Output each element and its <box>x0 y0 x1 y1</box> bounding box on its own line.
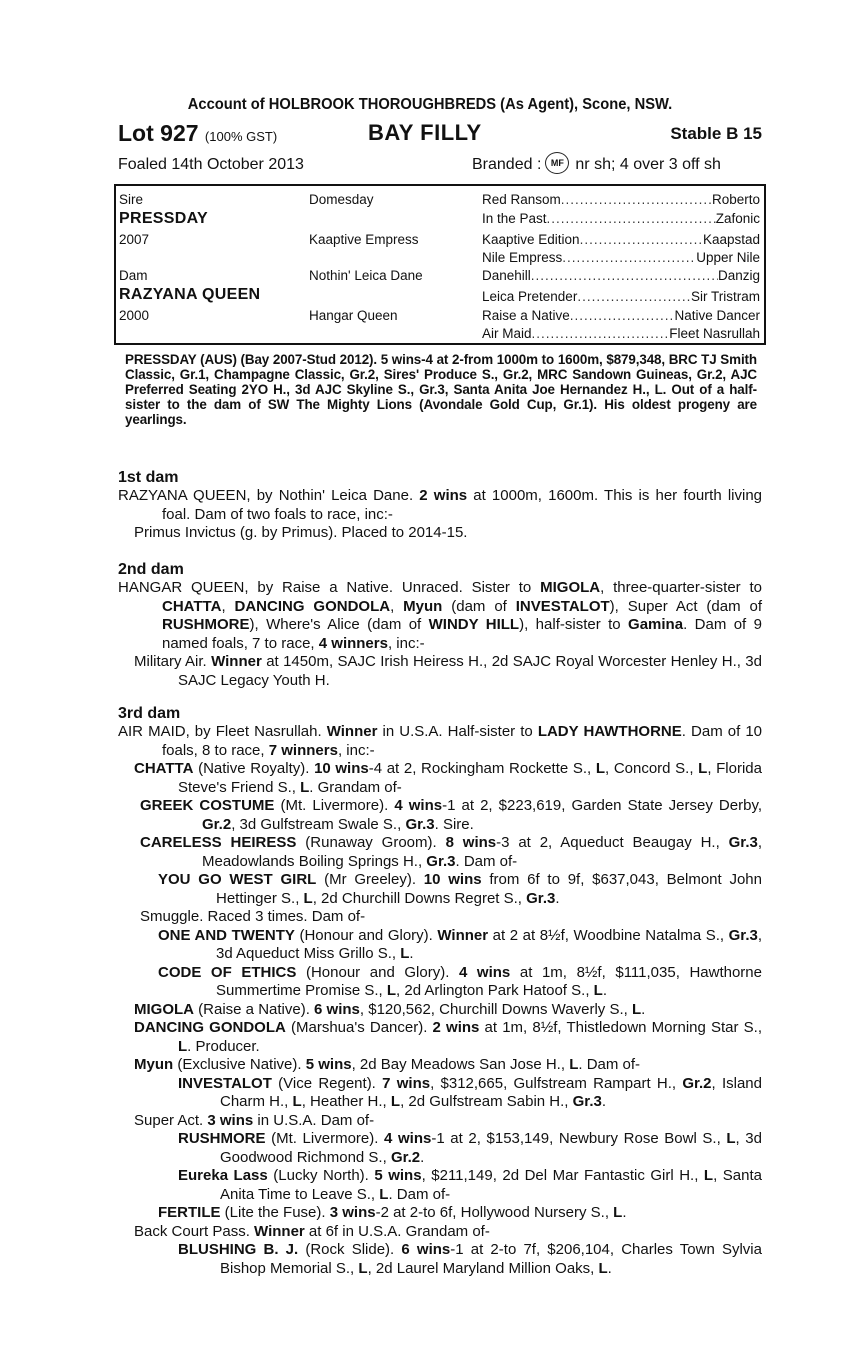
text-run: (Lite the Fuse). <box>220 1204 330 1221</box>
pedigree-paragraph <box>118 760 762 797</box>
pedigree-paragraph <box>118 723 762 760</box>
text-run: . Producer. <box>187 1037 260 1055</box>
stable-location: Stable B 15 <box>670 124 762 143</box>
horse-description: BAY FILLY <box>368 120 482 145</box>
leader-dots <box>570 308 675 323</box>
text-run: , Heather H., <box>301 1093 391 1110</box>
text-run: RAZYANA QUEEN, by Nothin' Leica Dane. <box>118 487 420 504</box>
text-run: AIR MAID, by Fleet Nasrullah. <box>118 723 327 740</box>
text-run: (dam of <box>442 597 516 615</box>
bold-run: 10 wins <box>423 871 482 888</box>
bold-run: Gr.3 <box>572 1093 602 1110</box>
pedigree-paragraph <box>118 908 762 927</box>
sire-label: Sire <box>119 192 144 207</box>
g3-name: Leica Pretender <box>482 289 578 304</box>
pedigree-paragraph <box>118 1204 762 1223</box>
bold-run: Gr.3 <box>526 889 556 907</box>
pedigree-paragraph <box>118 927 762 964</box>
text-run: . <box>555 889 560 907</box>
pedigree-paragraph <box>118 579 762 653</box>
bold-run: 6 wins <box>401 1241 451 1258</box>
pedigree-table <box>114 184 766 345</box>
g3-row <box>482 308 760 323</box>
text-run: at 6f in U.S.A. Grandam of- <box>304 1222 490 1240</box>
bold-run: Winner <box>437 926 489 944</box>
g3-name: Danehill <box>482 268 531 283</box>
text-run: (Exclusive Native). <box>173 1056 306 1073</box>
text-run: , inc:- <box>387 634 425 652</box>
bold-run: L <box>300 778 310 796</box>
text-run: . Dam of- <box>455 852 518 870</box>
bold-run: Gr.2 <box>202 815 232 833</box>
g3-row <box>482 192 760 207</box>
third-dam-section <box>118 704 762 1278</box>
bold-run: Winner <box>211 653 262 670</box>
bold-run: DANCING GONDOLA <box>134 1019 286 1036</box>
pedigree-paragraph <box>118 1019 762 1056</box>
bold-run: 2 wins <box>432 1019 480 1036</box>
bold-run: YOU GO WEST GIRL <box>158 871 317 888</box>
text-run: Smuggle. Raced 3 times. Dam of- <box>140 908 366 925</box>
text-run: ), Super Act (dam of <box>609 597 763 615</box>
text-run: HANGAR QUEEN, by Raise a Native. Unraced. Sister to <box>118 579 541 596</box>
bold-run: 5 wins <box>305 1056 352 1073</box>
text-run: , 2d Gulfstream Sabin H., <box>400 1093 573 1110</box>
bold-run: Myun <box>403 597 443 615</box>
bold-run: INVESTALOT <box>515 597 610 615</box>
text-run: ), Where's Alice (dam of <box>249 616 429 633</box>
foaled-date: Foaled 14th October 2013 <box>118 156 304 173</box>
leader-dots <box>561 192 712 207</box>
lot-header <box>118 120 762 150</box>
bold-run: 4 wins <box>394 797 443 814</box>
bold-run: Myun <box>134 1056 174 1073</box>
g2-sire-dam: Kaaptive Empress <box>309 232 419 247</box>
bold-run: L <box>698 760 708 777</box>
second-dam-body <box>118 579 762 690</box>
bold-run: INVESTALOT <box>178 1074 272 1092</box>
pedigree-paragraph <box>118 524 762 543</box>
pedigree-paragraph <box>118 964 762 1001</box>
bold-run: 8 wins <box>445 834 497 851</box>
g2-dam-sire: Nothin' Leica Dane <box>309 268 423 283</box>
g3-row <box>482 289 760 304</box>
text-run: . <box>602 982 607 999</box>
text-run: at 2 at 8½f, Woodbine Natalma S., <box>488 926 729 944</box>
g2-sire-sire: Domesday <box>309 192 374 207</box>
text-run: , inc:- <box>337 741 375 759</box>
brand-description: nr sh; 4 over 3 off sh <box>575 156 721 174</box>
third-dam-body <box>118 723 762 1278</box>
bold-run: 3 wins <box>329 1204 376 1221</box>
text-run: Primus Invictus (g. by Primus). Placed to 2014-15. <box>134 524 468 541</box>
text-run: -2 at 2-to 6f, Hollywood Nursery S., <box>375 1204 614 1221</box>
text-run: . Dam of- <box>578 1056 641 1073</box>
leader-dots <box>562 250 696 265</box>
text-run: Super Act. <box>134 1111 208 1129</box>
bold-run: L <box>379 1185 389 1203</box>
g3-row <box>482 211 760 226</box>
text-run: . Sire. <box>434 815 474 833</box>
bold-run: L <box>303 889 313 907</box>
sire-name: PRESSDAY <box>119 210 208 227</box>
lot-label: Lot 927 <box>118 120 199 146</box>
gst-note: (100% GST) <box>204 129 278 144</box>
text-run: , $120,562, Churchill Downs Waverly S., <box>359 1000 632 1018</box>
pedigree-paragraph <box>118 834 762 871</box>
bold-run: 7 wins <box>382 1074 431 1092</box>
pedigree-paragraph <box>118 1223 762 1242</box>
text-run: (Native Royalty). <box>193 760 315 777</box>
text-run: , 3d Aqueduct Miss Grillo S., <box>216 926 762 962</box>
pedigree-paragraph <box>118 1056 762 1075</box>
text-run: (Raise a Native). <box>194 1000 315 1018</box>
text-run: . Dam of 10 foals, 8 to race, <box>162 723 763 759</box>
g3-row <box>482 326 760 341</box>
g3-name: Kaaptive Edition <box>482 232 580 247</box>
bold-run: 10 wins <box>314 760 369 777</box>
g3-sire: Fleet Nasrullah <box>669 326 760 341</box>
g3-name: Nile Empress <box>482 250 563 265</box>
bold-run: L <box>703 1167 714 1184</box>
bold-run: 4 winners <box>318 634 388 652</box>
text-run: , Island Charm H., <box>220 1074 762 1110</box>
bold-run: L <box>631 1000 642 1018</box>
text-run: -3 at 2, Aqueduct Beaugay H., <box>496 834 729 851</box>
text-run: , <box>390 597 404 615</box>
text-run: at 1m, 8½f, Thistledown Morning Star S., <box>479 1019 763 1036</box>
text-run: (Mt. Livermore). <box>265 1130 385 1147</box>
bold-run: L <box>598 1259 608 1277</box>
text-run: , 3d Goodwood Richmond S., <box>220 1130 762 1166</box>
first-dam-section <box>118 468 762 543</box>
bold-run: Gr.2 <box>682 1074 712 1092</box>
bold-run: RUSHMORE <box>162 616 250 633</box>
leader-dots <box>532 326 670 341</box>
g3-sire: Upper Nile <box>696 250 760 265</box>
text-run: (Vice Regent). <box>271 1074 383 1092</box>
text-run: . Dam of- <box>388 1185 451 1203</box>
text-run: -1 at 2, $153,149, Newbury Rose Bowl S., <box>431 1130 727 1147</box>
text-run: , <box>221 597 235 615</box>
text-run: . Grandam of- <box>309 778 402 796</box>
text-run: from 6f to 9f, $637,043, Belmont John Hettinger S., <box>216 871 762 907</box>
bold-run: L <box>726 1130 736 1147</box>
g3-sire: Roberto <box>711 192 760 207</box>
text-run: , Florida Steve's Friend S., <box>178 760 762 796</box>
bold-run: L <box>400 945 410 962</box>
g3-name: In the Past <box>482 211 547 226</box>
text-run: . <box>622 1204 627 1221</box>
bold-run: CODE OF ETHICS <box>158 963 297 981</box>
bold-run: Gr.3 <box>728 834 758 851</box>
branded-info <box>472 152 721 178</box>
bold-run: MIGOLA <box>134 1000 194 1018</box>
leader-dots <box>531 268 718 283</box>
bold-run: MIGOLA <box>540 579 601 596</box>
lot-number <box>118 120 277 147</box>
text-run: , 2d Churchill Downs Regret S., <box>312 889 527 907</box>
g3-sire: Zafonic <box>715 211 760 226</box>
bold-run: L <box>358 1259 368 1277</box>
pedigree-paragraph <box>118 1001 762 1020</box>
bold-run: 6 wins <box>314 1000 360 1018</box>
bold-run: Gr.3 <box>405 815 435 833</box>
g3-name: Raise a Native <box>482 308 570 323</box>
text-run: . <box>420 1148 425 1166</box>
text-run: at 1m, 8½f, $111,035, Hawthorne Summertime Promise S., <box>216 963 762 999</box>
g2-dam-dam: Hangar Queen <box>309 308 398 323</box>
bold-run: GREEK COSTUME <box>140 797 275 814</box>
sire-notes: PRESSDAY (AUS) (Bay 2007-Stud 2012). 5 wins-4 at 2-from 1000m to 1600m, $879,348, BRC TJ Smith Classic, Gr.1, Champagne Classic, Gr.2, Sires' Produce S., Gr.2, MRC Sandown Guineas, Gr.2, AJC Preferred Seating 2YO H., 3d AJC Skyline S., Gr.3, Santa Anita Joe Hernandez H., L. Out of a half-sister to the dam of SW The Mighty Lions (Avondale Gold Cup, Gr.1). His oldest progeny are yearlings. <box>125 352 757 427</box>
dam-year: 2000 <box>119 308 150 323</box>
g3-row <box>482 268 760 283</box>
pedigree-paragraph <box>118 653 762 690</box>
pedigree-paragraph <box>118 1075 762 1112</box>
text-run: (Honour and Glory). <box>296 963 459 981</box>
bold-run: BLUSHING B. J. <box>178 1241 299 1258</box>
text-run: in U.S.A. Half-sister to <box>377 723 538 740</box>
bold-run: L <box>595 760 606 777</box>
bold-run: 4 wins <box>384 1130 432 1147</box>
text-run: , Concord S., <box>605 760 699 777</box>
bold-run: 4 wins <box>458 963 511 981</box>
g3-name: Red Ransom <box>482 192 561 207</box>
text-run: (Rock Slide). <box>298 1241 402 1258</box>
bold-run: ONE AND TWENTY <box>158 926 295 944</box>
text-run: , 3d Gulfstream Swale S., <box>231 815 406 833</box>
section-heading: 2nd dam <box>118 561 184 578</box>
bold-run: CHATTA <box>162 597 222 615</box>
text-run: , Meadowlands Boiling Springs H., <box>202 834 762 870</box>
dam-label: Dam <box>119 268 148 283</box>
g3-row <box>482 232 760 247</box>
text-run: (Mt. Livermore). <box>274 797 395 814</box>
text-run: (Lucky North). <box>267 1167 375 1184</box>
text-run: , Santa Anita Time to Leave S., <box>220 1167 762 1203</box>
bold-run: LADY HAWTHORNE <box>537 723 682 740</box>
bold-run: L <box>386 982 397 999</box>
pedigree-paragraph <box>118 487 762 524</box>
pedigree-paragraph <box>118 871 762 908</box>
g3-row <box>482 250 760 265</box>
text-run: ), half-sister to <box>519 616 629 633</box>
bold-run: 7 winners <box>268 741 338 759</box>
leader-dots <box>580 232 703 247</box>
pedigree-paragraph <box>118 797 762 834</box>
text-run: , $211,149, 2d Del Mar Fantastic Girl H., <box>421 1167 704 1184</box>
text-run: . <box>409 945 414 962</box>
text-run: Back Court Pass. <box>134 1222 255 1240</box>
bold-run: 2 wins <box>419 487 468 504</box>
text-run: -1 at 2, $223,619, Garden State Jersey Derby, <box>442 797 762 814</box>
bold-run: Winner <box>254 1222 305 1240</box>
vendor-account: Account of HOLBROOK THOROUGHBREDS (As Agent), Scone, NSW. <box>187 96 673 113</box>
text-run: (Marshua's Dancer). <box>285 1019 433 1036</box>
text-run: (Mr Greeley). <box>316 871 424 888</box>
first-dam-body <box>118 487 762 543</box>
bold-run: Gr.2 <box>390 1148 421 1166</box>
bold-run: 5 wins <box>374 1167 422 1184</box>
brand-mark-icon: MF <box>545 152 569 174</box>
text-run: , three-quarter-sister to <box>600 579 762 596</box>
pedigree-paragraph <box>118 1167 762 1204</box>
text-run: , $312,665, Gulfstream Rampart H., <box>430 1074 683 1092</box>
text-run: Military Air. <box>134 653 212 670</box>
g3-sire: Kaapstad <box>702 232 760 247</box>
text-run: at 1000m, 1600m. This is her fourth living foal. Dam of two foals to race, inc:- <box>162 487 763 523</box>
bold-run: Winner <box>326 723 378 740</box>
bold-run: DANCING GONDOLA <box>234 597 391 615</box>
bold-run: L <box>593 982 603 999</box>
text-run: , 2d Laurel Maryland Million Oaks, <box>367 1259 599 1277</box>
bold-run: L <box>178 1037 188 1055</box>
text-run: at 1450m, SAJC Irish Heiress H., 2d SAJC Royal Worcester Henley H., 3d SAJC Legacy Youth H. <box>178 653 762 689</box>
bold-run: Gr.3 <box>426 852 456 870</box>
bold-run: CHATTA <box>134 760 194 777</box>
bold-run: FERTILE <box>158 1204 221 1221</box>
text-run: (Runaway Groom). <box>296 834 446 851</box>
branded-label: Branded : <box>472 156 542 174</box>
bold-run: CARELESS HEIRESS <box>140 834 297 851</box>
section-heading: 1st dam <box>118 469 179 486</box>
bold-run: L <box>292 1093 302 1110</box>
bold-run: WINDY HILL <box>428 616 520 633</box>
bold-run: L <box>569 1056 579 1073</box>
dam-name: RAZYANA QUEEN <box>119 286 261 303</box>
text-run: -4 at 2, Rockingham Rockette S., <box>368 760 596 777</box>
text-run: -1 at 2-to 7f, $206,104, Charles Town Sylvia Bishop Memorial S., <box>220 1241 762 1277</box>
bold-run: Gr.3 <box>728 926 758 944</box>
g3-name: Air Maid <box>482 326 532 341</box>
text-run: (Honour and Glory). <box>294 926 438 944</box>
section-heading: 3rd dam <box>118 705 181 722</box>
text-run: in U.S.A. Dam of- <box>253 1111 375 1129</box>
bold-run: 3 wins <box>207 1111 254 1129</box>
pedigree-paragraph <box>118 1241 762 1278</box>
pedigree-paragraph <box>118 1112 762 1131</box>
g3-sire: Sir Tristram <box>691 289 760 304</box>
g3-sire: Native Dancer <box>674 308 760 323</box>
second-dam-section <box>118 560 762 690</box>
text-run: . <box>601 1093 606 1110</box>
bold-run: Eureka Lass <box>178 1167 268 1184</box>
bold-run: L <box>613 1204 623 1221</box>
text-run: , 2d Bay Meadows San Jose H., <box>351 1056 570 1073</box>
sire-year: 2007 <box>119 232 150 247</box>
pedigree-paragraph <box>118 1130 762 1167</box>
bold-run: L <box>390 1093 401 1110</box>
text-run: , 2d Arlington Park Hatoof S., <box>396 982 594 999</box>
bold-run: RUSHMORE <box>178 1130 266 1147</box>
leader-dots <box>577 289 691 304</box>
leader-dots <box>547 211 716 226</box>
g3-sire: Danzig <box>717 268 760 283</box>
text-run: . Dam of 9 named foals, 7 to race, <box>162 616 762 652</box>
bold-run: Gamina <box>628 616 684 633</box>
text-run: . <box>641 1000 646 1018</box>
text-run: . <box>607 1259 612 1277</box>
